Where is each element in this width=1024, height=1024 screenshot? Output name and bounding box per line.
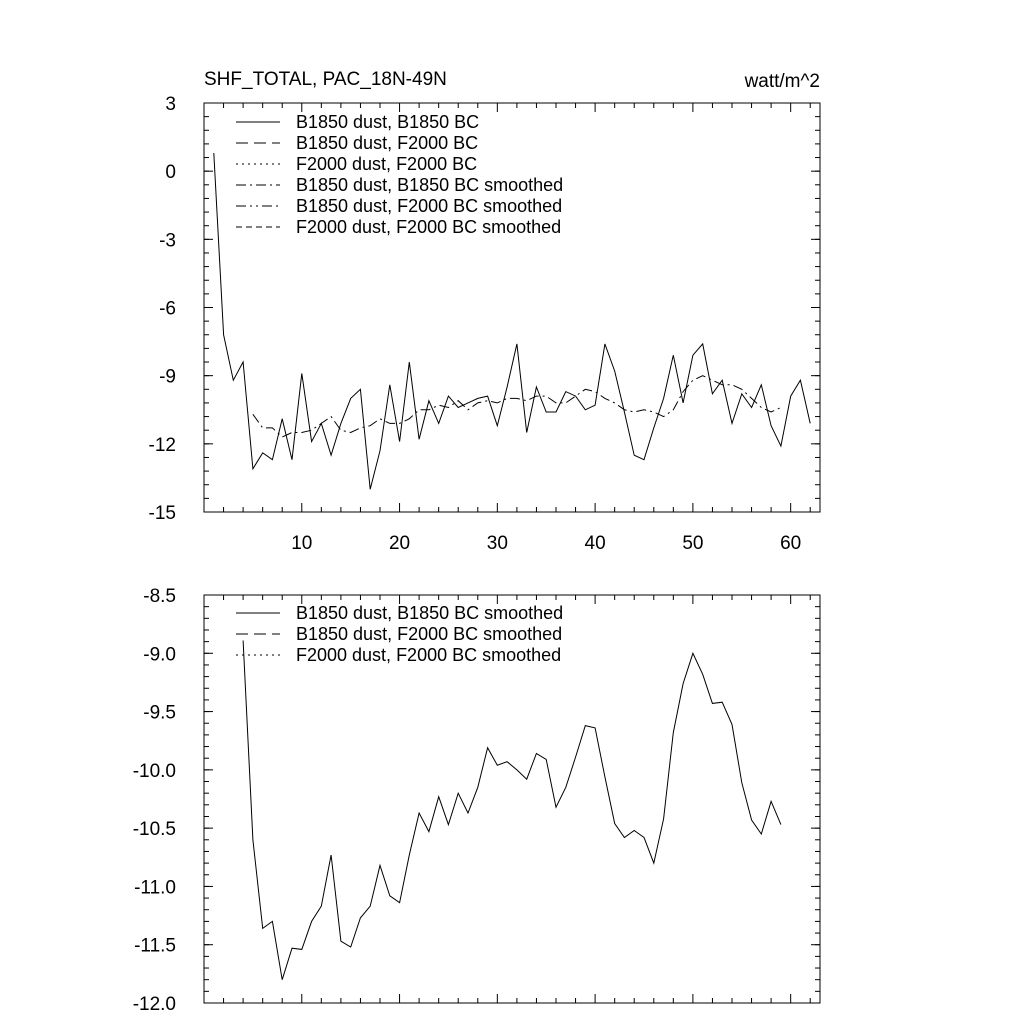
legend-entry: F2000 dust, F2000 BC smoothed (296, 645, 562, 665)
y-tick-label: -10.5 (132, 819, 176, 841)
legend-entry: B1850 dust, B1850 BC smoothed (296, 603, 564, 623)
legend-entry: B1850 dust, F2000 BC smoothed (296, 624, 563, 644)
y-tick-label: -12 (148, 434, 176, 456)
legend-entry: F2000 dust, F2000 BC (296, 154, 478, 174)
legend-entry: B1850 dust, B1850 BC smoothed (296, 175, 564, 195)
chart-title: SHF_TOTAL, PAC_18N-49N (204, 69, 447, 90)
y-tick-label: -3 (159, 230, 176, 252)
y-tick-label: -10.0 (132, 760, 176, 782)
y-tick-label: -6 (159, 298, 176, 320)
y-tick-label: -9 (159, 366, 176, 388)
x-tick-label: 60 (780, 533, 802, 554)
y-tick-label: -9.0 (143, 644, 176, 666)
x-tick-label: 20 (388, 533, 411, 554)
top-panel (149, 94, 820, 554)
y-tick-label: -11.0 (134, 877, 176, 899)
y-tick-label: -15 (148, 503, 176, 524)
y-tick-label: -9.5 (143, 702, 176, 724)
x-tick-label: 10 (291, 533, 313, 554)
legend-entry: B1850 dust, F2000 BC (296, 133, 479, 153)
legend-entry: F2000 dust, F2000 BC smoothed (296, 217, 562, 237)
units-label: watt/m^2 (744, 71, 820, 92)
legend-entry: B1850 dust, B1850 BC (296, 112, 480, 132)
y-tick-label: -8.5 (143, 586, 176, 607)
y-tick-label: 3 (165, 94, 176, 115)
bottom-panel (133, 586, 820, 1015)
x-tick-label: 30 (486, 533, 508, 554)
x-tick-label: 50 (682, 533, 704, 554)
legend-entry: B1850 dust, F2000 BC smoothed (296, 196, 563, 216)
y-tick-label: -12.0 (132, 994, 176, 1015)
y-tick-label: 0 (165, 162, 176, 184)
series-line (253, 376, 781, 437)
series-line (243, 641, 781, 980)
x-tick-label: 40 (584, 533, 606, 554)
y-tick-label: -11.5 (134, 935, 176, 957)
